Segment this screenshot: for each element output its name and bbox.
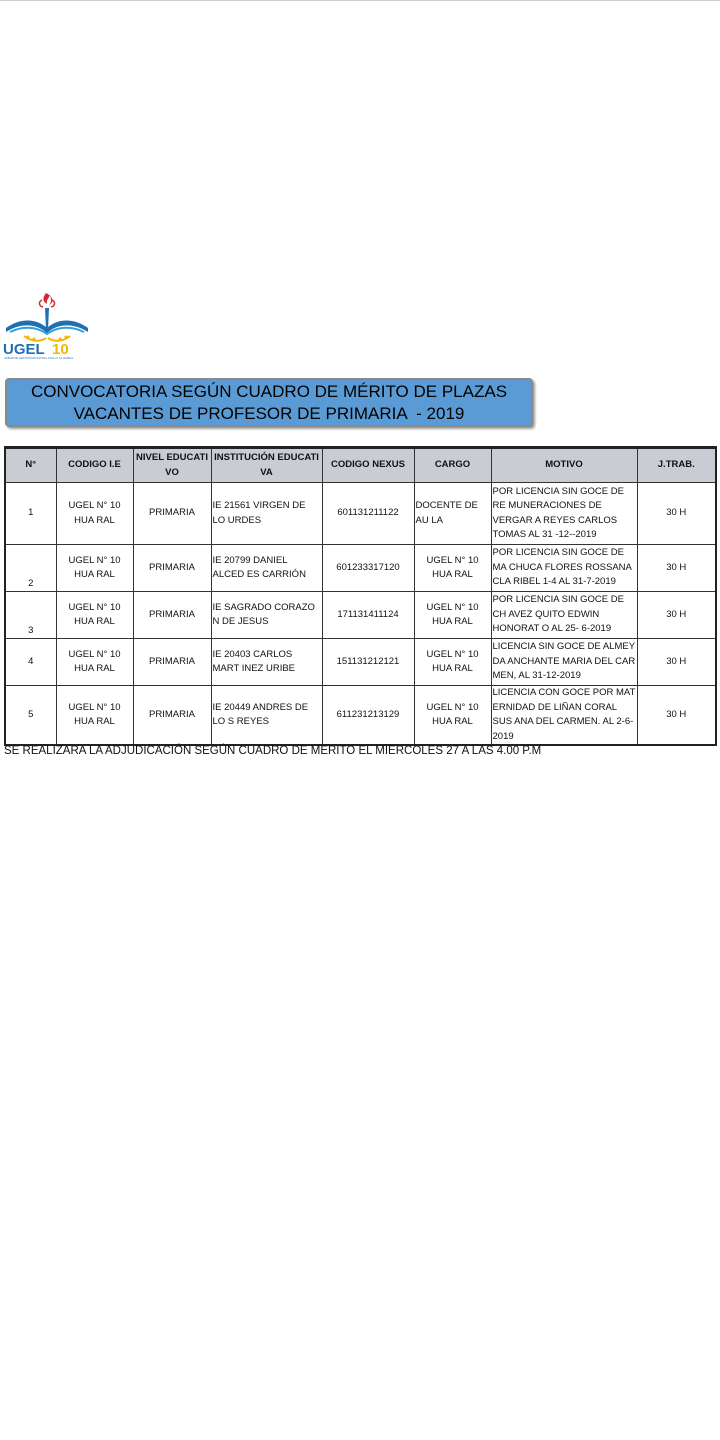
adjudication-note: SE REALIZARA LA ADJUDICACIÓN SEGÚN CUADRO DE MERITO EL MIERCOLES 27 A LAS 4.00 P.M xyxy=(4,745,542,757)
cell-cargo: UGEL N° 10 HUA RAL xyxy=(414,592,491,639)
cell-jornada: 30 H xyxy=(637,545,716,592)
cell-jornada: 30 H xyxy=(637,483,716,545)
ugel-logo xyxy=(2,290,94,360)
cell-numero: 5 xyxy=(5,686,56,746)
header-motivo: MOTIVO xyxy=(491,448,637,483)
cell-nexus: 611231213129 xyxy=(322,686,414,746)
cell-numero: 2 xyxy=(5,545,56,592)
cell-motivo: LICENCIA CON GOCE POR MAT ERNIDAD DE LIÑAN CORAL SUS ANA DEL CARMEN. AL 2-6-2019 xyxy=(491,686,637,746)
cell-codigo-ie: UGEL N° 10 HUA RAL xyxy=(56,545,133,592)
cell-nexus: 171131411124 xyxy=(322,592,414,639)
cell-cargo: UGEL N° 10 HUA RAL xyxy=(414,639,491,686)
header-cargo: CARGO xyxy=(414,448,491,483)
table-row xyxy=(5,686,716,746)
title-banner xyxy=(5,378,533,427)
cell-jornada: 30 H xyxy=(637,686,716,746)
cell-nivel: PRIMARIA xyxy=(133,639,211,686)
cell-jornada: 30 H xyxy=(637,592,716,639)
header-institucion: INSTITUCIÓN EDUCATI VA xyxy=(211,448,322,483)
cell-codigo-ie: UGEL N° 10 HUA RAL xyxy=(56,639,133,686)
header-nivel-educativo: NIVEL EDUCATI VO xyxy=(133,448,211,483)
table-row xyxy=(5,592,716,639)
cell-motivo: POR LICENCIA SIN GOCE DE MA CHUCA FLORES ROSSANA CLA RIBEL 1-4 AL 31-7-2019 xyxy=(491,545,637,592)
cell-institucion: IE 20799 DANIEL ALCED ES CARRIÓN xyxy=(211,545,322,592)
cell-institucion: IE SAGRADO CORAZO N DE JESUS xyxy=(211,592,322,639)
cell-codigo-ie: UGEL N° 10 HUA RAL xyxy=(56,686,133,746)
cell-codigo-ie: UGEL N° 10 HUA RAL xyxy=(56,483,133,545)
cell-cargo: UGEL N° 10 HUA RAL xyxy=(414,686,491,746)
logo-text: UGEL xyxy=(3,341,45,358)
title-line-1: CONVOCATORIA SEGÚN CUADRO DE MÉRITO DE PLAZAS xyxy=(30,381,508,401)
vacancy-table xyxy=(4,446,717,746)
cell-jornada: 30 H xyxy=(637,639,716,686)
cell-nivel: PRIMARIA xyxy=(133,592,211,639)
header-jornada: J.TRAB. xyxy=(637,448,716,483)
cell-nexus: 601131211122 xyxy=(322,483,414,545)
header-codigo-ie: CODIGO I.E xyxy=(56,448,133,483)
cell-nivel: PRIMARIA xyxy=(133,545,211,592)
top-divider xyxy=(0,0,720,1)
cell-motivo: POR LICENCIA SIN GOCE DE CH AVEZ QUITO EDWIN HONORAT O AL 25- 6-2019 xyxy=(491,592,637,639)
cell-codigo-ie: UGEL N° 10 HUA RAL xyxy=(56,592,133,639)
cell-cargo: UGEL N° 10 HUA RAL xyxy=(414,545,491,592)
cell-nivel: PRIMARIA xyxy=(133,686,211,746)
cell-motivo: LICENCIA SIN GOCE DE ALMEY DA ANCHANTE MARIA DEL CAR MEN, AL 31-12-2019 xyxy=(491,639,637,686)
cell-numero: 3 xyxy=(5,592,56,639)
table-row xyxy=(5,639,716,686)
table-header-row xyxy=(5,448,716,483)
header-numero: N° xyxy=(5,448,56,483)
cell-institucion: IE 20449 ANDRES DE LO S REYES xyxy=(211,686,322,746)
table-row xyxy=(5,545,716,592)
cell-institucion: IE 20403 CARLOS MART INEZ URIBE xyxy=(211,639,322,686)
cell-cargo: DOCENTE DE AU LA xyxy=(414,483,491,545)
table-row xyxy=(5,483,716,545)
cell-numero: 1 xyxy=(5,483,56,545)
cell-nexus: 151131212121 xyxy=(322,639,414,686)
cell-institucion: IE 21561 VIRGEN DE LO URDES xyxy=(211,483,322,545)
cell-nexus: 601233317120 xyxy=(322,545,414,592)
logo-tagline: UNIDAD DE GESTIÓN EDUCATIVA LOCAL N° 10 HUARAL xyxy=(4,357,74,360)
cell-numero: 4 xyxy=(5,639,56,686)
title-line-2: VACANTES DE PROFESOR DE PRIMARIA - 2019 xyxy=(73,403,465,423)
logo-number: 10 xyxy=(52,341,69,358)
cell-motivo: POR LICENCIA SIN GOCE DE RE MUNERACIONES DE VERGAR A REYES CARLOS TOMAS AL 31 -12--2019 xyxy=(491,483,637,545)
cell-nivel: PRIMARIA xyxy=(133,483,211,545)
header-codigo-nexus: CODIGO NEXUS xyxy=(322,448,414,483)
